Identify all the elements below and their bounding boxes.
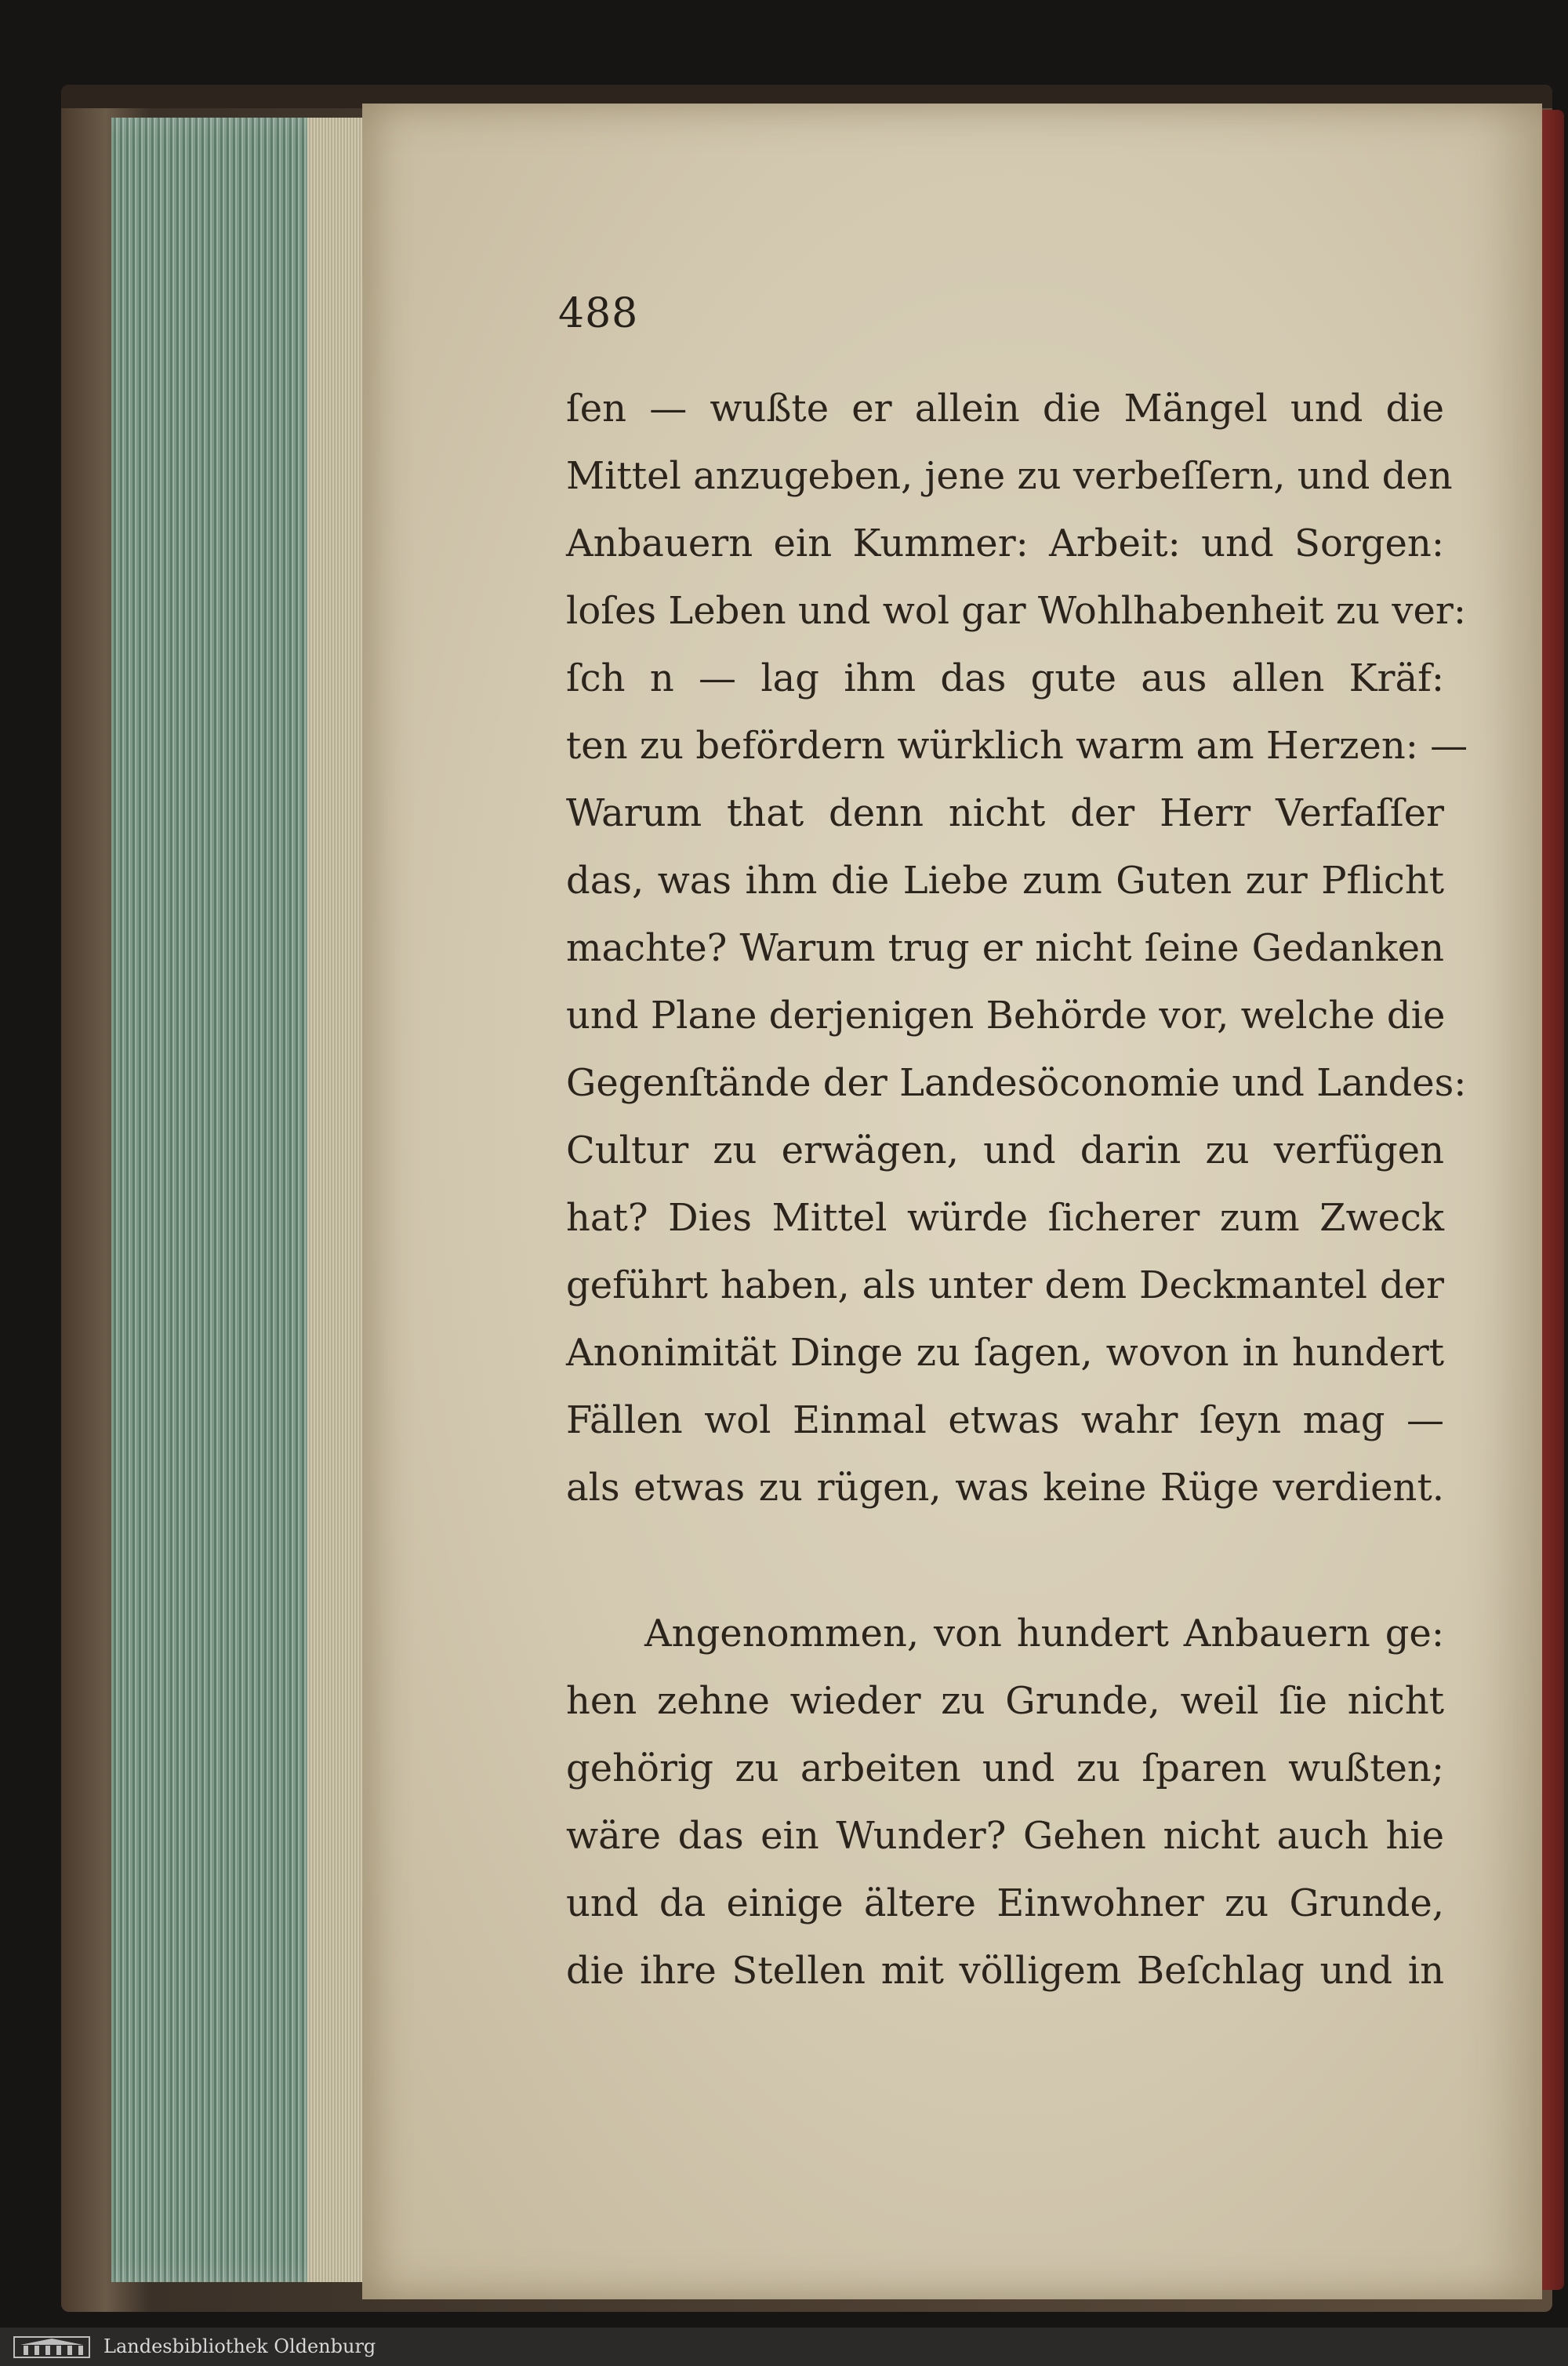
text-line: das, was ihm die Liebe zum Guten zur Pflicht bbox=[566, 859, 1444, 903]
text-line: machte? Warum trug er nicht ſeine Gedanken bbox=[566, 926, 1444, 970]
text-line: und da einige ältere Einwohner zu Grunde, bbox=[566, 1881, 1444, 1925]
text-line: Mittel anzugeben, jene zu verbeſſern, und den bbox=[566, 454, 1453, 498]
text-line: und Plane derjenigen Behörde vor, welche die bbox=[566, 994, 1446, 1038]
text-line: Gegenſtände der Landesöconomie und Landes: bbox=[566, 1061, 1467, 1105]
page-edges bbox=[111, 118, 362, 2282]
text-line: hen zehne wieder zu Grunde, weil ſie nicht bbox=[566, 1679, 1444, 1723]
page-number: 488 bbox=[558, 290, 639, 337]
library-name: Landesbibliothek Oldenburg bbox=[103, 2335, 376, 2357]
text-line: als etwas zu rügen, was keine Rüge verdient. bbox=[566, 1466, 1444, 1510]
text-line: wäre das ein Wunder? Gehen nicht auch hie bbox=[566, 1814, 1444, 1858]
text-line: Anbauern ein Kummer: Arbeit: und Sorgen: bbox=[566, 522, 1444, 565]
text-line: geführt haben, als unter dem Deckmantel der bbox=[566, 1263, 1444, 1307]
text-line: ſen — wußte er allein die Mängel und die bbox=[566, 387, 1444, 431]
footer-bar bbox=[0, 2328, 1568, 2366]
text-line: loſes Leben und wol gar Wohlhabenheit zu ver: bbox=[566, 589, 1466, 633]
text-line: ſch n — lag ihm das gute aus allen Kräf: bbox=[566, 656, 1444, 700]
text-line: Angenommen, von hundert Anbauern ge: bbox=[644, 1612, 1444, 1655]
text-line: hat? Dies Mittel würde ſicherer zum Zweck bbox=[566, 1196, 1444, 1240]
page-text bbox=[566, 375, 1468, 2004]
text-line: Warum that denn nicht der Herr Verfaſſer bbox=[566, 791, 1444, 835]
library-building-icon bbox=[13, 2334, 91, 2359]
text-line: gehörig zu arbeiten und zu ſparen wußten; bbox=[566, 1746, 1444, 1790]
text-line: ten zu befördern würklich warm am Herzen: — bbox=[566, 724, 1468, 768]
text-line: Fällen wol Einmal etwas wahr ſeyn mag — bbox=[566, 1398, 1444, 1442]
paragraph-gap bbox=[566, 1521, 1444, 1600]
text-line: Cultur zu erwägen, und darin zu verfügen bbox=[566, 1128, 1444, 1172]
text-line: die ihre Stellen mit völligem Beſchlag und in bbox=[566, 1949, 1444, 1993]
text-line: Anonimität Dinge zu ſagen, wovon in hundert bbox=[566, 1331, 1444, 1375]
